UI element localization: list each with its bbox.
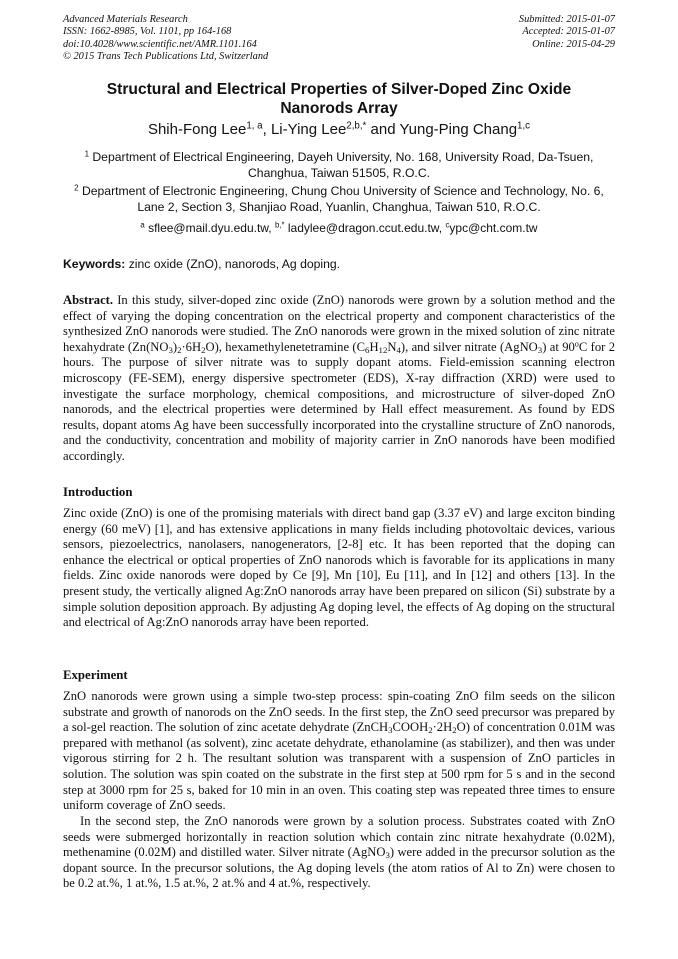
publication-dates [519, 14, 615, 51]
journal-issn: ISSN: 1662-8985, Vol. 1101, pp 164-168 [63, 26, 232, 38]
keywords-label: Keywords: [63, 257, 126, 271]
section-heading-introduction: Introduction [63, 485, 133, 499]
author-3: Yung-Ping Chang [399, 121, 518, 138]
experiment-paragraph-2: In the second step, the ZnO nanorods were grown by a solution process. Substrates coated with ZnO seeds were submerged horizontally in reaction solution which contain zinc nitrate hexahydrate (0.02M), methenamine (0.02M) and distilled water. Silver nitrate (AgNO$_3$) were added in the precursor solution as the dopant source. In the precursor solutions, the Ag doping levels (the atom ratios of Al to Zn) were chosen to be 0.2 at.%, 1 at.%, 1.5 at.%, 2 at.% and 4 at.%, respectively. [63, 814, 615, 891]
journal-info [63, 14, 268, 63]
journal-copyright: © 2015 Trans Tech Publications Ltd, Switzerland [63, 50, 269, 62]
author-2: Li-Ying Lee [270, 121, 347, 138]
journal-name: Advanced Materials Research [63, 14, 188, 25]
section-heading-experiment: Experiment [63, 668, 128, 682]
title-line-1: Structural and Electrical Properties of Silver-Doped Zinc Oxide [106, 81, 572, 98]
email-b: ladylee@dragon.ccut.edu.tw, [284, 221, 446, 235]
email-c: ypc@cht.com.tw [449, 221, 538, 235]
submitted-date: Submitted: 2015-01-07 [518, 14, 615, 25]
title-line-2: Nanorods Array [280, 100, 398, 117]
introduction-paragraph: Zinc oxide (ZnO) is one of the promising materials with direct band gap (3.37 eV) and large exciton binding energy (60 meV) [1], and has extensive applications in many fields including photovoltaic devices, various sensors, piezoelectrics, nanolasers, nanogenerators, [2-8] etc. It has been reported that the doping can enhance the electrical or optical properties of ZnO nanorods which is favorable for its applications in many fields. Zinc oxide nanorods were doped by Ce [9], Mn [10], Eu [11], and In [12] and others [13]. In the present study, the vertically aligned Ag:ZnO nanorods array have been prepared on silicon (Si) substrate by a simple solution deposition approach. By adjusting Ag doping level, the effects of Ag doping on the structural and electrical of Ag:ZnO nanorods array have been reported. [63, 506, 615, 630]
author-3-affil: 1,c [517, 120, 531, 132]
keywords-text: zinc oxide (ZnO), nanorods, Ag doping. [125, 257, 341, 271]
author-1: Shih-Fong Lee [147, 121, 247, 138]
author-1-affil: 1, a [246, 120, 263, 132]
author-emails: $^a$ sflee@mail.dyu.edu.tw, $^{b,*}$ ladylee@dragon.ccut.edu.tw, $^c$ypc@cht.com.tw [140, 220, 538, 235]
abstract: Abstract. In this study, silver-doped zinc oxide (ZnO) nanorods were grown by a solution method and the effect of varying the doping concentration on the electrical property and component characteristics of the synthesized ZnO nanorods were studied. The ZnO nanorods were grown in the mixed solution of zinc nitrate hexahydrate $(Zn(NO_3)_2\cdot 6H_2O)$, hexamethylenetetramine $(C_6H_{12}N_4)$, and silver nitrate (AgNO$_3$) at 90$^o$C for 2 hours. The purpose of silver nitrate was to supply dopant atoms. Field-emission scanning electron microscopy (FE-SEM), energy dispersive spectrometer (EDS), X-ray diffraction (XRD) were used to investigate the surface morphology, chemical compositions, and microstructure of silver-doped ZnO nanorods, and the electrical properties were determined by Hall effect measurement. As found by EDS results, dopant atoms Ag have been successfully incorporated into the crystalline structure of ZnO nanorods, and the conductivity, concentration and mobility of majority carrier in ZnO nanorods have been modified accordingly. [63, 293, 615, 463]
online-date: Online: 2015-04-29 [532, 38, 615, 50]
affiliation-1: $^1$ Department of Electrical Engineering, Dayeh University, No. 168, University Road, Da-Tsuen, Changhua, Taiwan 51505, R.O.C. [84, 149, 594, 180]
author-list: Shih-Fong Lee$^{1, a}$, Li-Ying Lee$^{2,b,*}$ and Yung-Ping Chang$^{1,c}$ [147, 120, 531, 138]
affiliation-2: $^2$ Department of Electronic Engineering, Chung Chou University of Science and Technology, No. 6, Lane 2, Section 3, Shanjiao Road, Yuanlin, Changhua, Taiwan 510, R.O.C. [74, 183, 604, 214]
experiment-paragraph-1: ZnO nanorods were grown using a simple two-step process: spin-coating ZnO film seeds on the silicon substrate and growth of nanorods on the ZnO seeds. In the first step, the ZnO seed precursor was prepared by a sol-gel reaction. The solution of zinc acetate dehydrate $(ZnCH_3COOH_2\cdot 2H_2O)$ of concentration 0.01M was prepared with methanol (as solvent), zinc acetate dehydrate, ethanolamine (as stabilizer), and then was under vigorous stirring for 2 h. The resultant solution was transparent with a suspension of ZnO particles in solution. The solution was spin coated on the substrate in the first step at 500 rpm for 5 s and in the second step at 3000 rpm for 25 s, baked for 10 min in an oven. This coating step was repeated three times to ensure uniform coverage of ZnO seeds. [63, 689, 615, 813]
email-a: sflee@mail.dyu.edu.tw, [144, 221, 275, 235]
paper-title [63, 80, 615, 118]
accepted-date: Accepted: 2015-01-07 [522, 26, 615, 38]
author-2-affil: 2,b,* [346, 120, 367, 132]
abstract-label: Abstract. [63, 293, 114, 307]
journal-doi: doi:10.4028/www.scientific.net/AMR.1101.164 [63, 38, 257, 50]
keywords [63, 257, 340, 272]
